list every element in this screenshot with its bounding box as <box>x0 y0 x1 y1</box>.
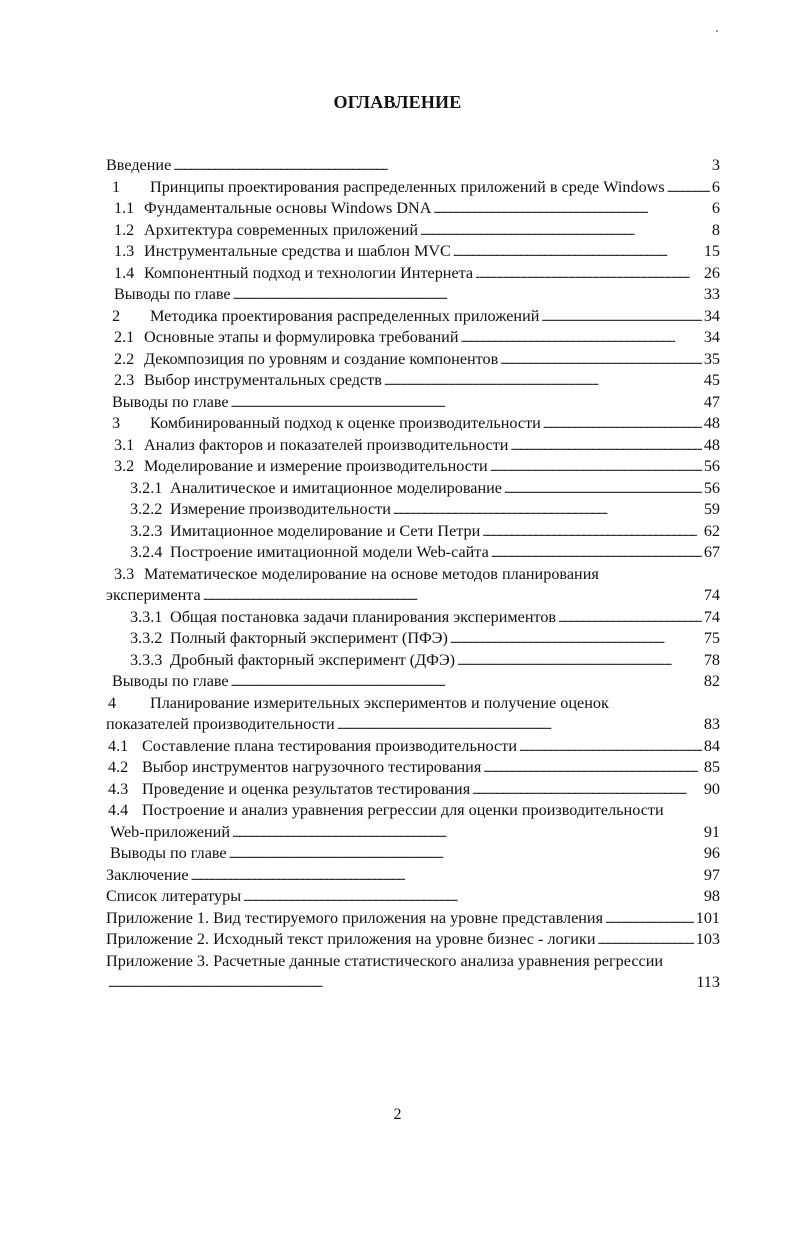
toc-entry-number: 4.2 <box>108 758 129 776</box>
toc-entry-number: 3.2 <box>114 457 135 475</box>
toc-entry-page: 6 <box>711 199 720 217</box>
toc-entry-page: 83 <box>703 715 720 733</box>
toc-entry-page: 6 <box>711 177 720 196</box>
toc-dot-leader <box>203 584 702 607</box>
toc-entry-title: Выбор инструментальных средств <box>144 371 382 389</box>
toc-entry-title: Методика проектирования распределенных приложений <box>150 306 540 325</box>
toc-entry <box>106 756 720 778</box>
toc-entry-title: Выводы по главе <box>114 285 231 303</box>
toc-dot-leader <box>420 219 710 242</box>
toc-entry-title: Построение и анализ уравнения регрессии для оценки производительности <box>142 801 664 819</box>
toc-entry-title: Моделирование и измерение производительности <box>144 457 488 475</box>
toc-dot-leader <box>597 928 693 951</box>
toc-entry-number: 2.3 <box>114 371 135 389</box>
toc-entry <box>106 197 720 219</box>
page-number: 2 <box>393 1106 402 1123</box>
toc-entry <box>106 520 720 542</box>
toc-entry-page: 48 <box>703 414 720 432</box>
toc-entry-title: Web-приложений <box>110 822 230 841</box>
toc-entry-title: Выбор инструментов нагрузочного тестирования <box>142 758 482 776</box>
toc-entry <box>106 885 720 907</box>
toc-entry <box>106 735 720 757</box>
toc-entry-title: Выводы по главе <box>112 672 229 690</box>
toc-dot-leader <box>519 735 702 758</box>
toc-entry-title: эксперимента <box>106 586 201 604</box>
toc-entry <box>106 778 720 800</box>
toc-entry-page: 67 <box>703 543 720 561</box>
toc-entry-page: 34 <box>703 328 720 346</box>
toc-entry <box>106 971 720 993</box>
toc-entry <box>106 348 720 370</box>
toc-entry-page: 84 <box>703 736 720 755</box>
toc-entry-title: Фундаментальные основы Windows DNA <box>144 199 432 217</box>
toc-entry-title: Планирование измерительных экспериментов и получение оценок <box>150 693 609 712</box>
toc-dot-leader <box>231 391 702 414</box>
toc-entry-number: 4.1 <box>108 736 129 755</box>
toc-entry-title: Инструментальные средства и шаблон MVC <box>144 242 451 260</box>
toc-entry-title: Аналитическое и имитационное моделирование <box>170 478 502 497</box>
toc-entry-title: Приложение 1. Вид тестируемого приложения на уровне представления <box>106 908 604 927</box>
toc-dot-leader <box>433 197 709 220</box>
toc-dot-leader <box>605 907 694 930</box>
toc-entry <box>106 821 720 843</box>
toc-entry-number: 2 <box>112 306 121 325</box>
toc-entry-title: Математическое моделирование на основе методов планирования <box>144 564 599 583</box>
toc-entry-number: 3 <box>112 414 121 432</box>
toc-entry <box>106 799 720 821</box>
toc-entry-title: Общая постановка задачи планирования экспериментов <box>170 607 557 626</box>
toc-entry-number: 1 <box>112 177 121 196</box>
toc-dot-leader <box>543 412 702 435</box>
toc-dot-leader <box>231 670 702 693</box>
toc-entry <box>106 262 720 284</box>
toc-entry-number: 3.1 <box>114 435 135 454</box>
toc-entry-number: 3.3.2 <box>130 629 163 647</box>
toc-entry <box>106 692 720 714</box>
toc-dot-leader <box>490 455 702 478</box>
toc-entry-number: 4.3 <box>108 779 129 798</box>
toc-entry <box>106 219 720 241</box>
toc-entry-page: 59 <box>703 500 720 518</box>
toc-entry-title: Выводы по главе <box>110 844 227 862</box>
toc-entry <box>106 391 720 413</box>
toc-entry-number: 4 <box>108 693 117 712</box>
toc-dot-leader <box>483 756 702 779</box>
toc-entry-page: 33 <box>703 285 720 303</box>
toc-entry-number: 3.2.2 <box>130 500 163 518</box>
toc-entry-number: 1.3 <box>114 242 135 260</box>
toc-entry-page: 8 <box>711 220 720 239</box>
toc-entry-page: 91 <box>703 822 720 841</box>
toc-entry-number: 2.2 <box>114 349 135 368</box>
toc-entry <box>106 928 720 950</box>
toc-dot-leader <box>232 821 702 844</box>
toc-entry-number: 3.2.3 <box>130 521 163 540</box>
toc-entry-title: Компонентный подход и технологии Интернета <box>144 263 474 282</box>
toc-entry <box>106 240 720 262</box>
toc-entry-title: Введение <box>106 156 172 174</box>
toc-dot-leader <box>393 498 702 521</box>
toc-entry-page: 90 <box>703 779 720 798</box>
toc-entry-title: Приложение 2. Исходный текст приложения на уровне бизнес - логики <box>106 930 596 948</box>
toc-dot-leader <box>233 283 702 306</box>
toc-dot-leader <box>191 864 702 887</box>
toc-entry-number: 4.4 <box>108 801 129 819</box>
toc-entry-title: Заключение <box>106 865 189 884</box>
toc-entry-title: Анализ факторов и показателей производительности <box>144 435 509 454</box>
toc-entry-page: 98 <box>703 887 720 905</box>
toc-entry <box>106 584 720 606</box>
toc-dot-leader <box>450 627 702 650</box>
toc-dot-leader <box>504 477 702 500</box>
toc-entry-number: 1.1 <box>114 199 135 217</box>
toc-entry-page: 74 <box>703 586 720 604</box>
toc-entry-title: Имитационное моделирование и Сети Петри <box>170 521 481 540</box>
toc-entry-page: 75 <box>703 629 720 647</box>
toc-dot-leader <box>461 326 702 349</box>
toc-entry <box>106 176 720 198</box>
toc-entry-page: 34 <box>703 306 720 325</box>
toc-entry <box>106 283 720 305</box>
toc-entry <box>106 434 720 456</box>
toc-entry <box>106 842 720 864</box>
toc-entry-page: 97 <box>703 865 720 884</box>
toc-dot-leader <box>384 369 702 392</box>
toc-dot-leader <box>337 713 702 736</box>
toc-dot-leader <box>108 971 694 994</box>
toc-dot-leader <box>475 262 702 285</box>
toc-entry-number: 3.3.3 <box>130 650 163 669</box>
toc-entry-page: 26 <box>703 263 720 282</box>
toc-dot-leader <box>558 606 702 629</box>
toc-entry-page: 101 <box>695 908 720 927</box>
toc-entry-title: Построение имитационной модели Web-сайта <box>170 543 489 561</box>
toc-entry-title: Полный факторный эксперимент (ПФЭ) <box>170 629 448 647</box>
toc-entry-title: показателей производительности <box>106 715 335 733</box>
toc-entry-number: 1.4 <box>114 263 135 282</box>
toc-entry-page: 74 <box>703 607 720 626</box>
toc-entry <box>106 563 720 585</box>
toc-entry-page: 35 <box>703 349 720 368</box>
toc-entry-number: 1.2 <box>114 220 135 239</box>
toc-entry <box>106 670 720 692</box>
toc-dot-leader <box>667 176 710 199</box>
toc-entry-title: Проведение и оценка результатов тестирования <box>142 779 471 798</box>
toc-entry-page: 47 <box>703 392 720 411</box>
toc-entry-title: Архитектура современных приложений <box>144 220 419 239</box>
toc-dot-leader <box>510 434 701 457</box>
toc-entry-number: 3.3 <box>114 564 135 583</box>
toc-dot-leader <box>173 154 710 177</box>
toc-dot-leader <box>472 778 702 801</box>
page-title: ОГЛАВЛЕНИЕ <box>333 92 462 112</box>
toc-entry-title: Дробный факторный эксперимент (ДФЭ) <box>170 650 456 669</box>
toc-entry-title: Измерение производительности <box>170 500 391 518</box>
toc-entry-page: 45 <box>703 371 720 389</box>
toc-entry-page: 78 <box>703 650 720 669</box>
toc-entry-page: 56 <box>703 478 720 497</box>
toc-entry-page: 96 <box>703 844 720 862</box>
toc-entry-title: Выводы по главе <box>112 392 229 411</box>
toc-dot-leader <box>491 541 702 564</box>
toc-entry-title: Декомпозиция по уровням и создание компонентов <box>144 349 499 368</box>
toc-entry-title: Комбинированный подход к оценке производительности <box>150 414 541 432</box>
toc-entry <box>106 154 720 176</box>
scan-speck <box>716 30 718 32</box>
toc-entry-page: 62 <box>703 521 720 540</box>
toc-entry-title: Приложение 3. Расчетные данные статистического анализа уравнения регрессии <box>106 951 664 970</box>
toc-dot-leader <box>541 305 701 328</box>
toc-entry-number: 3.3.1 <box>130 607 163 626</box>
toc-entry-page: 85 <box>703 758 720 776</box>
toc-dot-leader <box>229 842 702 865</box>
toc-entry-title: Составление плана тестирования производительности <box>142 736 517 755</box>
toc-entry-title: Список литературы <box>106 887 242 905</box>
toc-entry <box>106 412 720 434</box>
toc-entry-page: 82 <box>703 672 720 690</box>
toc-entry <box>106 950 720 972</box>
toc-dot-leader <box>453 240 702 263</box>
toc-entry <box>106 907 720 929</box>
toc-entry <box>106 713 720 735</box>
toc-entry <box>106 541 720 563</box>
toc-entry-title: Основные этапы и формулировка требований <box>144 328 459 346</box>
toc-entry <box>106 606 720 628</box>
toc-entry-page: 56 <box>703 457 720 475</box>
toc-entry <box>106 627 720 649</box>
toc-entry-page: 15 <box>703 242 720 260</box>
toc-entry <box>106 305 720 327</box>
toc-dot-leader <box>482 520 702 543</box>
toc-entry <box>106 455 720 477</box>
toc-entry-page: 3 <box>711 156 720 174</box>
toc-entry <box>106 498 720 520</box>
toc-entry-page: 48 <box>703 435 720 454</box>
toc-entry <box>106 649 720 671</box>
toc-entry-number: 2.1 <box>114 328 135 346</box>
toc-dot-leader <box>457 649 702 672</box>
toc-entry-number: 3.2.1 <box>130 478 163 497</box>
toc-entry-page: 113 <box>696 973 720 991</box>
toc-entry-number: 3.2.4 <box>130 543 163 561</box>
toc-dot-leader <box>500 348 702 371</box>
toc-dot-leader <box>243 885 702 908</box>
toc-entry <box>106 326 720 348</box>
toc-entry-title: Принципы проектирования распределенных приложений в среде Windows <box>150 177 665 196</box>
toc-entry <box>106 477 720 499</box>
toc-entry <box>106 369 720 391</box>
toc-entry <box>106 864 720 886</box>
toc-entry-page: 103 <box>695 930 720 948</box>
